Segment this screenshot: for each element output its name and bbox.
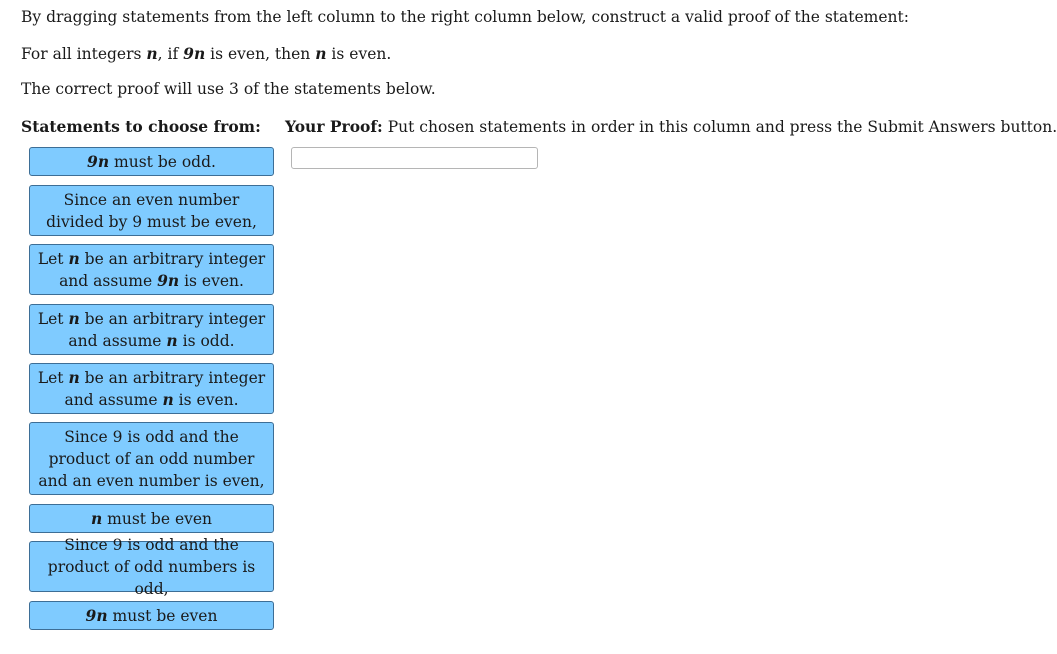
statement-post: must be even	[107, 606, 218, 625]
statement-card-n-even[interactable]	[29, 504, 274, 533]
math-9n: 9n	[87, 151, 110, 171]
statement-post: is even.	[179, 271, 244, 290]
math-9n: 9n	[183, 44, 206, 63]
statement-text	[36, 367, 267, 411]
statement-pre: Let	[37, 309, 69, 328]
claim-mid-2: is even, then	[205, 45, 316, 63]
statement-card-assume-9n-even[interactable]	[29, 244, 274, 295]
statement-card-9n-odd[interactable]	[29, 147, 274, 176]
statement-card-assume-n-odd[interactable]	[29, 304, 274, 355]
statement-text	[86, 605, 218, 627]
statement-text	[36, 248, 267, 292]
proof-drop-zone[interactable]	[291, 147, 538, 169]
math-n: n	[162, 389, 174, 409]
math-n: n	[68, 248, 80, 268]
statement-text	[87, 151, 216, 173]
math-n: n	[146, 44, 158, 63]
statement-pre: Let	[37, 368, 69, 387]
statement-text	[91, 508, 212, 530]
math-9n: 9n	[157, 270, 180, 290]
math-n: n	[315, 44, 327, 63]
math-9n: 9n	[85, 605, 108, 625]
math-n: n	[68, 308, 80, 328]
proof-header-label: Your Proof:	[285, 117, 383, 136]
statement-mid: be an arbitrary integer and assume	[59, 249, 266, 290]
statement-post: is even.	[173, 390, 239, 409]
statement-text: Since 9 is odd and the product of odd numbers is odd,	[47, 535, 256, 598]
math-n: n	[68, 367, 80, 387]
statement-post: must be even	[102, 509, 213, 528]
proof-header-instructions: Put chosen statements in order in this column and press the Submit Answers button.	[382, 118, 1057, 136]
proof-header	[285, 117, 1057, 136]
statement-text: Since 9 is odd and the product of an odd number and an even number is even,	[38, 427, 265, 490]
statement-mid: be an arbitrary integer and assume	[64, 368, 266, 409]
statement-count-text: The correct proof will use 3 of the statements below.	[21, 80, 436, 98]
statement-post: must be odd.	[109, 152, 216, 171]
math-n: n	[166, 330, 178, 350]
statement-mid: be an arbitrary integer and assume	[68, 309, 266, 350]
claim-statement	[21, 44, 391, 63]
statement-card-odd-times-odd[interactable]	[29, 535, 274, 598]
statement-text: Since an even number divided by 9 must be even,	[46, 190, 257, 231]
claim-mid-1: , if	[157, 45, 184, 63]
statement-post: is odd.	[177, 331, 235, 350]
claim-suffix: is even.	[326, 45, 392, 63]
claim-prefix: For all integers	[21, 45, 147, 63]
statement-card-9n-even[interactable]	[29, 601, 274, 630]
math-n: n	[90, 508, 103, 528]
statement-pre: Let	[37, 249, 69, 268]
statement-text	[36, 308, 267, 352]
statements-header: Statements to choose from:	[21, 117, 261, 136]
instructions-text: By dragging statements from the left column to the right column below, construct a valid proof of the statement:	[21, 8, 909, 26]
statement-card-assume-n-even[interactable]	[29, 363, 274, 414]
statement-card-odd-times-even[interactable]	[29, 422, 274, 495]
statement-card-even-divided-by-9[interactable]	[29, 185, 274, 236]
